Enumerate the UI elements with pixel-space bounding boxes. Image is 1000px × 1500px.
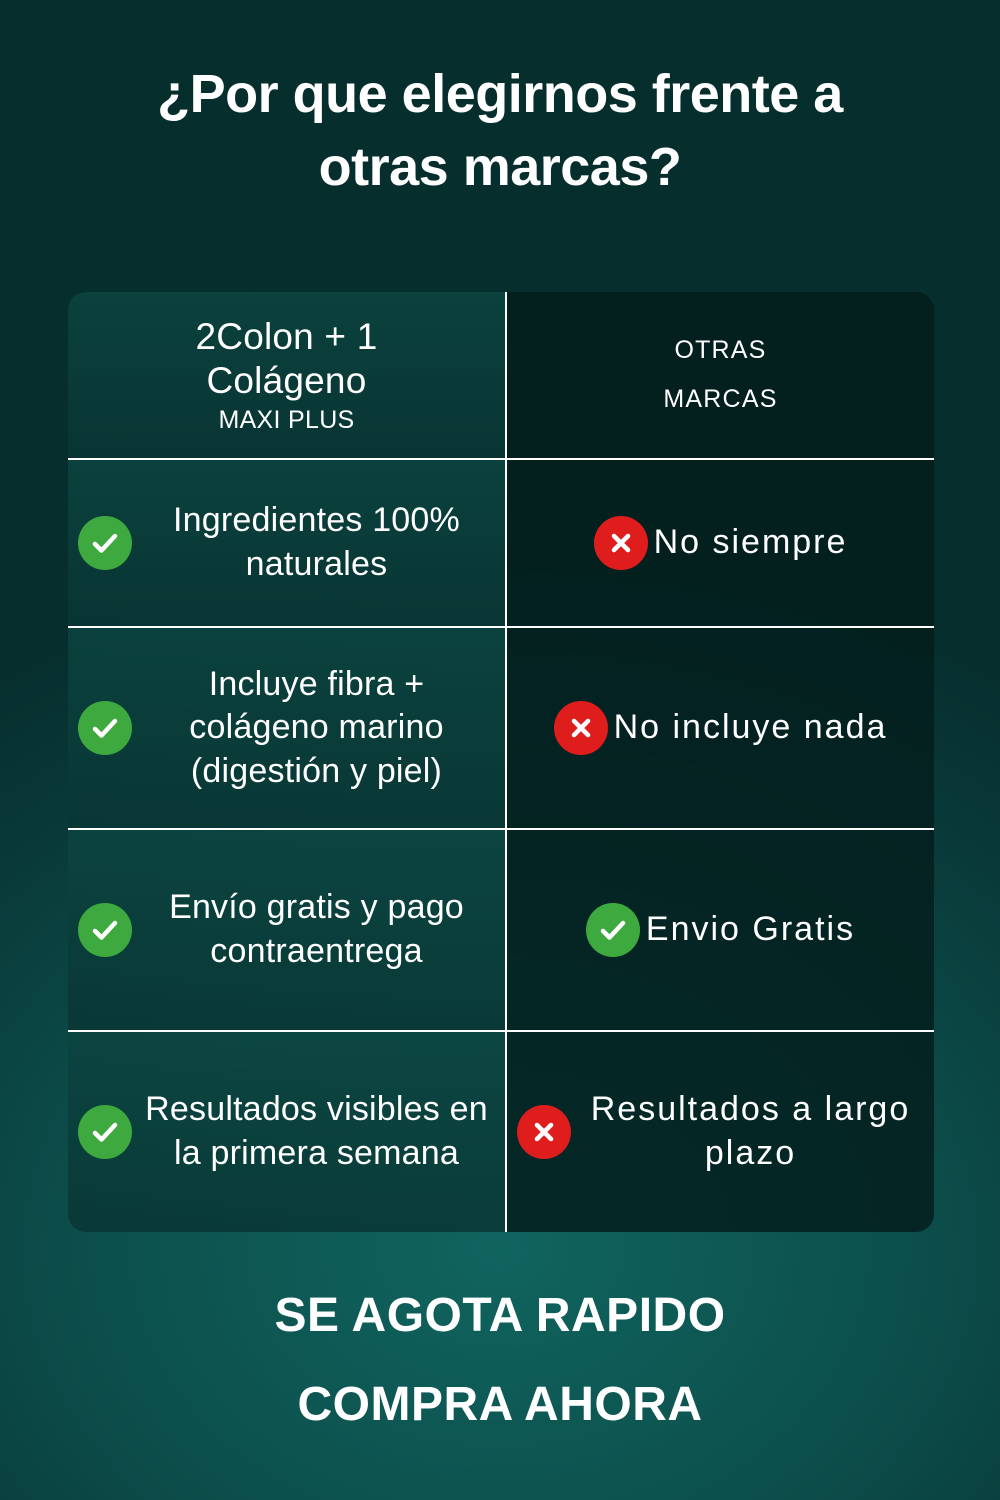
table-row [68, 628, 934, 830]
feature-text: Resultados visibles en la primera semana [145, 1090, 488, 1172]
table-header-row [68, 292, 934, 460]
cross-icon [517, 1105, 571, 1159]
other-brands-title-line-1: OTRAS [674, 336, 767, 365]
header-cell-other-brands [507, 292, 934, 458]
feature-cell-ours [68, 1032, 507, 1232]
feature-cell-others [507, 1032, 934, 1232]
feature-text: Envio Gratis [645, 910, 856, 949]
feature-cell-ours [68, 628, 507, 828]
cta-line-buy-now[interactable]: COMPRA AHORA [297, 1377, 703, 1431]
check-icon [586, 903, 640, 957]
check-icon [78, 903, 132, 957]
cross-icon [594, 516, 648, 570]
our-product-subtitle: MAXI PLUS [218, 406, 355, 435]
feature-cell-others [507, 460, 934, 626]
feature-cell-others [507, 628, 934, 828]
check-icon [78, 1105, 132, 1159]
cross-icon [554, 701, 608, 755]
feature-text: Incluye fibra + colágeno marino (digestión y piel) [189, 664, 444, 790]
page-title-line-2: otras marcas? [318, 136, 682, 197]
cta-block [0, 1272, 1000, 1450]
table-row [68, 460, 934, 628]
feature-text: No siempre [653, 523, 848, 562]
page-title [0, 0, 1000, 204]
our-product-title-line-1: 2Colon + 1 [195, 315, 378, 357]
our-product-title-line-2: Colágeno [206, 359, 367, 401]
feature-text: Ingredientes 100% naturales [173, 501, 460, 583]
our-product-title [196, 315, 378, 402]
feature-cell-others [507, 830, 934, 1030]
feature-cell-ours [68, 830, 507, 1030]
page-title-line-1: ¿Por que elegirnos frente a [157, 64, 843, 124]
header-cell-our-product [68, 292, 507, 458]
feature-text: Resultados a largo plazo [590, 1090, 911, 1172]
comparison-table [68, 292, 934, 1232]
other-brands-title-line-2: MARCAS [663, 385, 778, 413]
feature-text: No incluye nada [613, 708, 888, 747]
check-icon [78, 516, 132, 570]
feature-cell-ours [68, 460, 507, 626]
feature-text: Envío gratis y pago contraentrega [169, 888, 464, 970]
table-row [68, 830, 934, 1032]
cta-line-urgency: SE AGOTA RAPIDO [274, 1289, 726, 1342]
check-icon [78, 701, 132, 755]
table-row [68, 1032, 934, 1232]
